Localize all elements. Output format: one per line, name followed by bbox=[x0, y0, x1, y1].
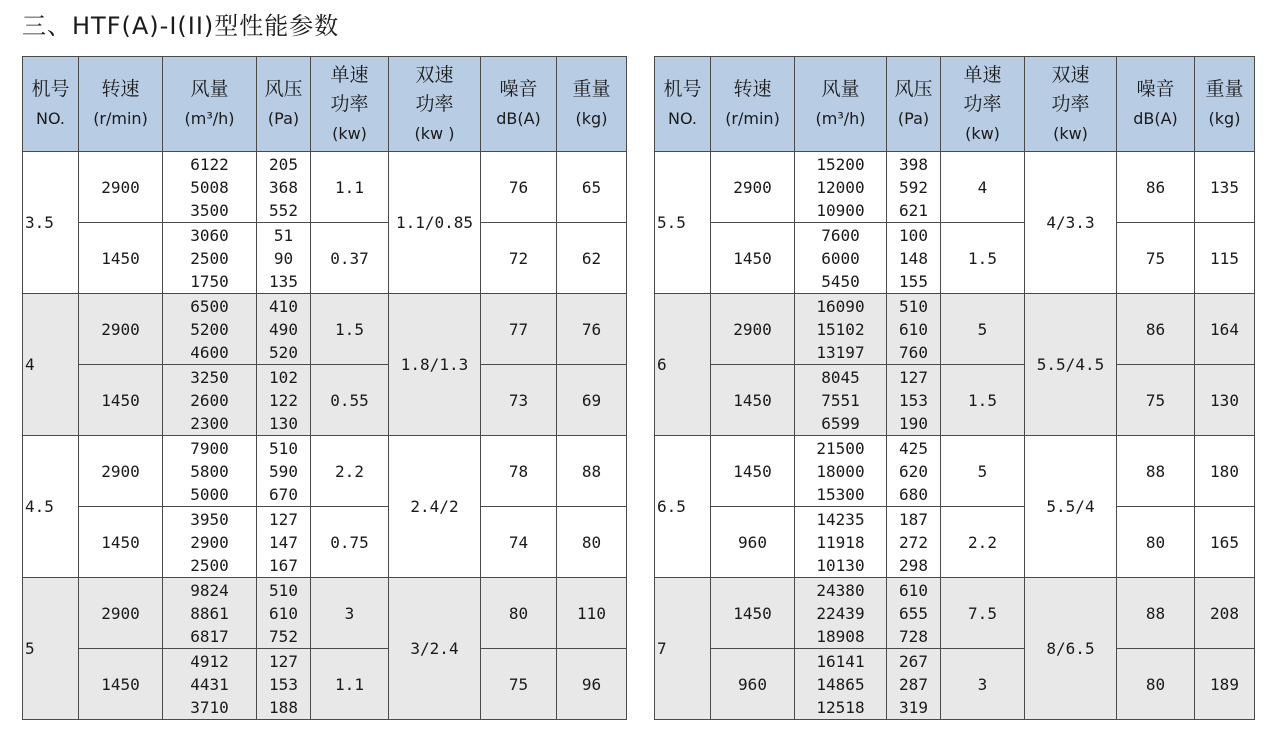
single-power-cell: 2.2 bbox=[311, 436, 389, 507]
weight-cell: 76 bbox=[557, 294, 627, 365]
pressure-cell bbox=[257, 578, 311, 649]
weight-cell: 69 bbox=[557, 365, 627, 436]
speed-cell: 2900 bbox=[711, 294, 795, 365]
pressure-cell-value: 167 bbox=[269, 555, 298, 575]
airflow-cell bbox=[795, 578, 887, 649]
single-power-cell: 0.37 bbox=[311, 223, 389, 294]
pressure-cell-value: 620 bbox=[899, 461, 928, 481]
header-dual-speed-power bbox=[1025, 57, 1117, 152]
dual-power-cell: 3/2.4 bbox=[389, 578, 481, 720]
airflow-cell-value: 12518 bbox=[816, 697, 865, 717]
pressure-cell-value: 621 bbox=[899, 200, 928, 220]
dual-power-cell: 1.8/1.3 bbox=[389, 294, 481, 436]
noise-cell: 75 bbox=[1117, 365, 1195, 436]
noise-cell: 86 bbox=[1117, 294, 1195, 365]
header-pressure bbox=[257, 57, 311, 152]
speed-cell: 2900 bbox=[79, 436, 163, 507]
noise-cell: 80 bbox=[1117, 507, 1195, 578]
airflow-cell-value: 14235 bbox=[816, 509, 865, 529]
speed-cell: 1450 bbox=[79, 223, 163, 294]
table-row bbox=[655, 578, 1255, 649]
weight-cell: 189 bbox=[1195, 649, 1255, 720]
header-unit: (kw ) bbox=[414, 123, 455, 143]
pressure-cell-value: 610 bbox=[899, 580, 928, 600]
header-pressure bbox=[887, 57, 941, 152]
header-machine-no bbox=[655, 57, 711, 152]
speed-cell: 960 bbox=[711, 507, 795, 578]
machine-no-cell: 3.5 bbox=[23, 152, 79, 294]
pressure-cell bbox=[257, 152, 311, 223]
pressure-cell-value: 728 bbox=[899, 626, 928, 646]
noise-cell: 80 bbox=[481, 578, 557, 649]
airflow-cell-value: 21500 bbox=[816, 438, 865, 458]
machine-no-cell: 4.5 bbox=[23, 436, 79, 578]
single-power-cell: 1.1 bbox=[311, 152, 389, 223]
airflow-cell-value: 9824 bbox=[190, 580, 229, 600]
speed-cell: 2900 bbox=[79, 578, 163, 649]
weight-cell: 130 bbox=[1195, 365, 1255, 436]
pressure-cell-value: 752 bbox=[269, 626, 298, 646]
single-power-cell: 5 bbox=[941, 436, 1025, 507]
pressure-cell-value: 188 bbox=[269, 697, 298, 717]
pressure-cell bbox=[257, 507, 311, 578]
pressure-cell-value: 102 bbox=[269, 367, 298, 387]
weight-cell: 115 bbox=[1195, 223, 1255, 294]
speed-cell: 1450 bbox=[711, 365, 795, 436]
noise-cell: 88 bbox=[1117, 578, 1195, 649]
table-row bbox=[655, 365, 1255, 436]
table-row bbox=[655, 152, 1255, 223]
table-header-row bbox=[23, 57, 627, 152]
airflow-cell-value: 4431 bbox=[190, 674, 229, 694]
airflow-cell-value: 2900 bbox=[190, 532, 229, 552]
airflow-cell-value: 5200 bbox=[190, 319, 229, 339]
speed-cell: 1450 bbox=[79, 507, 163, 578]
pressure-cell-value: 368 bbox=[269, 177, 298, 197]
weight-cell: 180 bbox=[1195, 436, 1255, 507]
weight-cell: 88 bbox=[557, 436, 627, 507]
header-noise bbox=[481, 57, 557, 152]
header-label-line: 功率 bbox=[1051, 92, 1090, 115]
weight-cell: 62 bbox=[557, 223, 627, 294]
header-weight bbox=[557, 57, 627, 152]
weight-cell: 208 bbox=[1195, 578, 1255, 649]
airflow-cell-value: 18908 bbox=[816, 626, 865, 646]
performance-table-left bbox=[22, 56, 627, 720]
single-power-cell: 2.2 bbox=[941, 507, 1025, 578]
airflow-cell-value: 6817 bbox=[190, 626, 229, 646]
pressure-cell bbox=[887, 436, 941, 507]
pressure-cell-value: 127 bbox=[899, 367, 928, 387]
airflow-cell-value: 5800 bbox=[190, 461, 229, 481]
header-noise bbox=[1117, 57, 1195, 152]
airflow-cell-value: 8861 bbox=[190, 603, 229, 623]
header-unit: dB(A) bbox=[496, 109, 541, 128]
pressure-cell-value: 610 bbox=[269, 603, 298, 623]
pressure-cell-value: 680 bbox=[899, 484, 928, 504]
header-label-line: 单速 bbox=[330, 63, 369, 86]
weight-cell: 110 bbox=[557, 578, 627, 649]
speed-cell: 2900 bbox=[79, 152, 163, 223]
airflow-cell-value: 24380 bbox=[816, 580, 865, 600]
pressure-cell-value: 760 bbox=[899, 342, 928, 362]
pressure-cell bbox=[257, 649, 311, 720]
pressure-cell-value: 610 bbox=[899, 319, 928, 339]
dual-power-cell: 2.4/2 bbox=[389, 436, 481, 578]
airflow-cell-value: 4600 bbox=[190, 342, 229, 362]
airflow-cell-value: 16090 bbox=[816, 296, 865, 316]
header-unit: (m³/h) bbox=[184, 109, 235, 128]
airflow-cell-value: 6000 bbox=[821, 248, 860, 268]
header-single-speed-power bbox=[941, 57, 1025, 152]
header-label-line: 噪音 bbox=[1136, 78, 1175, 100]
header-airflow bbox=[795, 57, 887, 152]
header-label-line: 机号 bbox=[663, 78, 702, 100]
table-row bbox=[23, 294, 627, 365]
speed-cell: 2900 bbox=[711, 152, 795, 223]
single-power-cell: 7.5 bbox=[941, 578, 1025, 649]
pressure-cell-value: 319 bbox=[899, 697, 928, 717]
speed-cell: 1450 bbox=[711, 223, 795, 294]
pressure-cell-value: 510 bbox=[899, 296, 928, 316]
weight-cell: 135 bbox=[1195, 152, 1255, 223]
header-label-line: 风量 bbox=[190, 78, 229, 100]
table-row bbox=[23, 436, 627, 507]
pressure-cell-value: 135 bbox=[269, 271, 298, 291]
header-label-line: 重量 bbox=[572, 78, 611, 100]
header-label-line: 重量 bbox=[1205, 78, 1244, 100]
airflow-cell-value: 1750 bbox=[190, 271, 229, 291]
header-unit: (kg) bbox=[1208, 109, 1241, 128]
header-unit: (kw) bbox=[332, 123, 367, 143]
airflow-cell bbox=[163, 649, 257, 720]
airflow-cell-value: 14865 bbox=[816, 674, 865, 694]
single-power-cell: 3 bbox=[311, 578, 389, 649]
pressure-cell-value: 130 bbox=[269, 413, 298, 433]
header-label-line: 机号 bbox=[31, 78, 70, 100]
pressure-cell-value: 153 bbox=[269, 674, 298, 694]
speed-cell: 1450 bbox=[711, 578, 795, 649]
pressure-cell-value: 590 bbox=[269, 461, 298, 481]
header-label-line: 双速 bbox=[1051, 63, 1090, 86]
noise-cell: 72 bbox=[481, 223, 557, 294]
pressure-cell bbox=[257, 223, 311, 294]
airflow-cell-value: 3950 bbox=[190, 509, 229, 529]
airflow-cell-value: 7900 bbox=[190, 438, 229, 458]
airflow-cell-value: 5000 bbox=[190, 484, 229, 504]
pressure-cell-value: 592 bbox=[899, 177, 928, 197]
pressure-cell-value: 655 bbox=[899, 603, 928, 623]
dual-power-cell: 8/6.5 bbox=[1025, 578, 1117, 720]
single-power-cell: 1.5 bbox=[941, 223, 1025, 294]
airflow-cell-value: 15102 bbox=[816, 319, 865, 339]
weight-cell: 164 bbox=[1195, 294, 1255, 365]
pressure-cell-value: 520 bbox=[269, 342, 298, 362]
airflow-cell bbox=[163, 365, 257, 436]
airflow-cell-value: 16141 bbox=[816, 651, 865, 671]
noise-cell: 88 bbox=[1117, 436, 1195, 507]
machine-no-cell: 7 bbox=[655, 578, 711, 720]
pressure-cell-value: 510 bbox=[269, 438, 298, 458]
performance-table-right bbox=[654, 56, 1255, 720]
header-speed bbox=[79, 57, 163, 152]
pressure-cell-value: 51 bbox=[273, 225, 294, 245]
airflow-cell bbox=[163, 578, 257, 649]
machine-no-cell: 5.5 bbox=[655, 152, 711, 294]
pressure-cell bbox=[257, 294, 311, 365]
noise-cell: 74 bbox=[481, 507, 557, 578]
pressure-cell-value: 205 bbox=[269, 154, 298, 174]
pressure-cell-value: 90 bbox=[273, 248, 294, 268]
header-label-line: 噪音 bbox=[499, 78, 538, 100]
airflow-cell-value: 7600 bbox=[821, 225, 860, 245]
header-unit: (Pa) bbox=[267, 109, 300, 128]
noise-cell: 73 bbox=[481, 365, 557, 436]
table-row bbox=[655, 223, 1255, 294]
pressure-cell bbox=[887, 365, 941, 436]
header-unit: (kg) bbox=[575, 109, 608, 128]
header-label-line: 风压 bbox=[264, 78, 303, 100]
dual-power-cell: 5.5/4.5 bbox=[1025, 294, 1117, 436]
airflow-cell-value: 3250 bbox=[190, 367, 229, 387]
header-unit: (r/min) bbox=[725, 109, 780, 128]
header-label-line: 风量 bbox=[821, 78, 860, 100]
pressure-cell-value: 552 bbox=[269, 200, 298, 220]
header-label-line: 功率 bbox=[963, 92, 1002, 115]
airflow-cell-value: 5450 bbox=[821, 271, 860, 291]
header-unit: dB(A) bbox=[1133, 109, 1178, 128]
single-power-cell: 4 bbox=[941, 152, 1025, 223]
pressure-cell-value: 147 bbox=[269, 532, 298, 552]
header-label-line: 单速 bbox=[963, 63, 1002, 86]
airflow-cell bbox=[795, 649, 887, 720]
header-label-line: 风压 bbox=[894, 78, 933, 100]
airflow-cell bbox=[795, 223, 887, 294]
machine-no-cell: 5 bbox=[23, 578, 79, 720]
pressure-cell bbox=[887, 223, 941, 294]
pressure-cell-value: 298 bbox=[899, 555, 928, 575]
pressure-cell-value: 148 bbox=[899, 248, 928, 268]
airflow-cell-value: 3060 bbox=[190, 225, 229, 245]
header-speed bbox=[711, 57, 795, 152]
airflow-cell-value: 10900 bbox=[816, 200, 865, 220]
pressure-cell-value: 155 bbox=[899, 271, 928, 291]
airflow-cell-value: 18000 bbox=[816, 461, 865, 481]
pressure-cell-value: 398 bbox=[899, 154, 928, 174]
airflow-cell bbox=[163, 223, 257, 294]
weight-cell: 165 bbox=[1195, 507, 1255, 578]
airflow-cell-value: 15300 bbox=[816, 484, 865, 504]
single-power-cell: 0.55 bbox=[311, 365, 389, 436]
header-airflow bbox=[163, 57, 257, 152]
machine-no-cell: 6 bbox=[655, 294, 711, 436]
speed-cell: 1450 bbox=[79, 365, 163, 436]
airflow-cell-value: 6122 bbox=[190, 154, 229, 174]
airflow-cell-value: 2600 bbox=[190, 390, 229, 410]
airflow-cell-value: 4912 bbox=[190, 651, 229, 671]
single-power-cell: 3 bbox=[941, 649, 1025, 720]
noise-cell: 80 bbox=[1117, 649, 1195, 720]
weight-cell: 96 bbox=[557, 649, 627, 720]
airflow-cell-value: 7551 bbox=[821, 390, 860, 410]
table-row bbox=[23, 578, 627, 649]
airflow-cell-value: 5008 bbox=[190, 177, 229, 197]
airflow-cell bbox=[795, 365, 887, 436]
pressure-cell-value: 510 bbox=[269, 580, 298, 600]
pressure-cell-value: 425 bbox=[899, 438, 928, 458]
table-row bbox=[655, 507, 1255, 578]
airflow-cell bbox=[795, 152, 887, 223]
noise-cell: 78 bbox=[481, 436, 557, 507]
noise-cell: 86 bbox=[1117, 152, 1195, 223]
speed-cell: 1450 bbox=[711, 436, 795, 507]
table-row bbox=[655, 649, 1255, 720]
pressure-cell bbox=[887, 649, 941, 720]
machine-no-cell: 4 bbox=[23, 294, 79, 436]
header-unit: NO. bbox=[36, 109, 65, 128]
airflow-cell bbox=[163, 436, 257, 507]
table-row bbox=[23, 507, 627, 578]
speed-cell: 1450 bbox=[79, 649, 163, 720]
airflow-cell bbox=[795, 294, 887, 365]
header-unit: (kw) bbox=[1053, 123, 1088, 143]
single-power-cell: 1.1 bbox=[311, 649, 389, 720]
header-unit: (Pa) bbox=[897, 109, 930, 128]
single-power-cell: 5 bbox=[941, 294, 1025, 365]
table-row bbox=[23, 365, 627, 436]
machine-no-cell: 6.5 bbox=[655, 436, 711, 578]
pressure-cell-value: 127 bbox=[269, 651, 298, 671]
airflow-cell-value: 12000 bbox=[816, 177, 865, 197]
table-row bbox=[655, 436, 1255, 507]
airflow-cell-value: 8045 bbox=[821, 367, 860, 387]
pressure-cell bbox=[257, 436, 311, 507]
pressure-cell bbox=[887, 152, 941, 223]
header-label-line: 双速 bbox=[415, 63, 454, 86]
table-row bbox=[655, 294, 1255, 365]
airflow-cell bbox=[163, 152, 257, 223]
single-power-cell: 0.75 bbox=[311, 507, 389, 578]
pressure-cell bbox=[887, 294, 941, 365]
airflow-cell-value: 10130 bbox=[816, 555, 865, 575]
header-label-line: 功率 bbox=[415, 92, 454, 115]
header-weight bbox=[1195, 57, 1255, 152]
table-row bbox=[23, 223, 627, 294]
header-single-speed-power bbox=[311, 57, 389, 152]
pressure-cell-value: 287 bbox=[899, 674, 928, 694]
table-row bbox=[23, 152, 627, 223]
airflow-cell bbox=[795, 436, 887, 507]
dual-power-cell: 1.1/0.85 bbox=[389, 152, 481, 294]
single-power-cell: 1.5 bbox=[941, 365, 1025, 436]
pressure-cell-value: 122 bbox=[269, 390, 298, 410]
header-unit: NO. bbox=[668, 109, 697, 128]
table-header-row bbox=[655, 57, 1255, 152]
airflow-cell-value: 22439 bbox=[816, 603, 865, 623]
pressure-cell-value: 410 bbox=[269, 296, 298, 316]
airflow-cell-value: 11918 bbox=[816, 532, 865, 552]
airflow-cell bbox=[795, 507, 887, 578]
header-machine-no bbox=[23, 57, 79, 152]
dual-power-cell: 5.5/4 bbox=[1025, 436, 1117, 578]
pressure-cell-value: 100 bbox=[899, 225, 928, 245]
header-unit: (m³/h) bbox=[815, 109, 866, 128]
noise-cell: 75 bbox=[481, 649, 557, 720]
header-dual-speed-power bbox=[389, 57, 481, 152]
pressure-cell bbox=[257, 365, 311, 436]
airflow-cell-value: 6599 bbox=[821, 413, 860, 433]
header-label-line: 转速 bbox=[101, 78, 140, 100]
speed-cell: 2900 bbox=[79, 294, 163, 365]
noise-cell: 75 bbox=[1117, 223, 1195, 294]
header-label-line: 转速 bbox=[733, 78, 772, 100]
pressure-cell bbox=[887, 578, 941, 649]
dual-power-cell: 4/3.3 bbox=[1025, 152, 1117, 294]
airflow-cell-value: 6500 bbox=[190, 296, 229, 316]
header-unit: (kw) bbox=[965, 123, 1000, 143]
speed-cell: 960 bbox=[711, 649, 795, 720]
weight-cell: 65 bbox=[557, 152, 627, 223]
pressure-cell-value: 267 bbox=[899, 651, 928, 671]
pressure-cell-value: 127 bbox=[269, 509, 298, 529]
airflow-cell-value: 2500 bbox=[190, 555, 229, 575]
airflow-cell-value: 3710 bbox=[190, 697, 229, 717]
noise-cell: 76 bbox=[481, 152, 557, 223]
pressure-cell-value: 272 bbox=[899, 532, 928, 552]
pressure-cell-value: 190 bbox=[899, 413, 928, 433]
pressure-cell-value: 187 bbox=[899, 509, 928, 529]
single-power-cell: 1.5 bbox=[311, 294, 389, 365]
pressure-cell-value: 153 bbox=[899, 390, 928, 410]
airflow-cell-value: 2300 bbox=[190, 413, 229, 433]
airflow-cell-value: 2500 bbox=[190, 248, 229, 268]
noise-cell: 77 bbox=[481, 294, 557, 365]
table-row bbox=[23, 649, 627, 720]
pressure-cell bbox=[887, 507, 941, 578]
header-unit: (r/min) bbox=[93, 109, 148, 128]
airflow-cell-value: 13197 bbox=[816, 342, 865, 362]
pressure-cell-value: 670 bbox=[269, 484, 298, 504]
header-label-line: 功率 bbox=[330, 92, 369, 115]
airflow-cell-value: 3500 bbox=[190, 200, 229, 220]
airflow-cell-value: 15200 bbox=[816, 154, 865, 174]
pressure-cell-value: 490 bbox=[269, 319, 298, 339]
airflow-cell bbox=[163, 294, 257, 365]
weight-cell: 80 bbox=[557, 507, 627, 578]
airflow-cell bbox=[163, 507, 257, 578]
page-title: 三、HTF(A)-I(II)型性能参数 bbox=[22, 12, 340, 40]
